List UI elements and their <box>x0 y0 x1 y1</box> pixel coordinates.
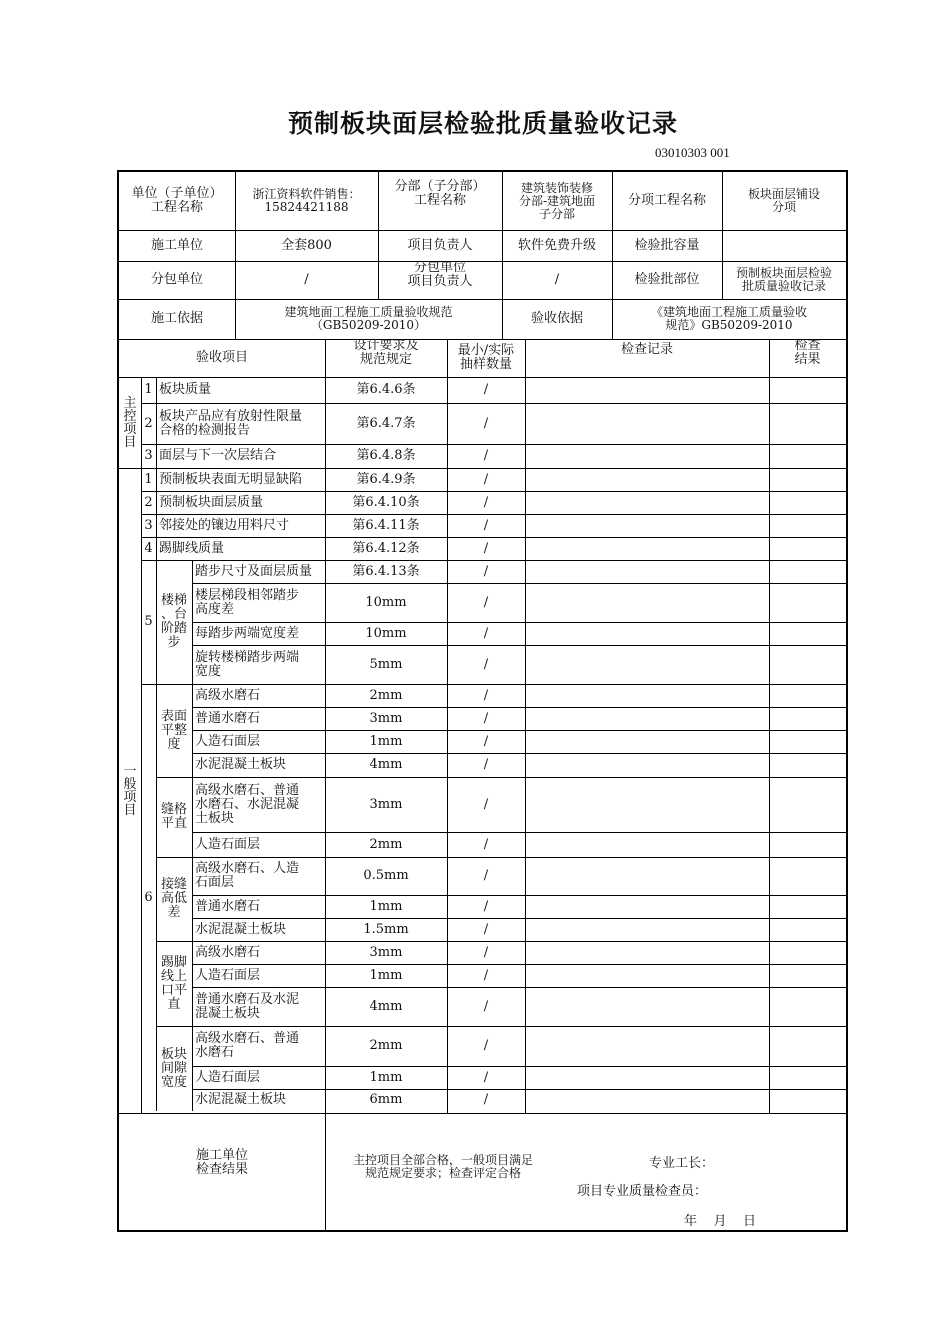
col-result-header: 检查 结果 <box>794 339 821 367</box>
general-item-name-3: 踢脚线质量 <box>159 540 225 556</box>
foreman-signature: 专业工长： <box>649 1156 715 1171</box>
col-divider <box>156 468 157 560</box>
footer-conclusion: 主控项目全部合格，一般项目满足 规范规定要求；检查评定合格 <box>352 1153 533 1180</box>
dev-g0-row-name-0: 高级水磨石 <box>195 687 261 703</box>
dev-g3-row-record-1[interactable] <box>525 964 769 987</box>
general-item-sample-1: / <box>483 494 489 510</box>
item5-no: 5 <box>144 614 153 629</box>
general-item-design-0: 第6.4.9条 <box>356 471 416 487</box>
dev-g2-row-result-0[interactable] <box>769 857 846 895</box>
subitem-value: 板块面层铺设 分项 <box>747 187 820 214</box>
dev-g2-row-record-1[interactable] <box>525 895 769 918</box>
dev-g3-row-sample-1: / <box>483 967 489 983</box>
stair-row-result-1[interactable] <box>769 583 846 622</box>
dev-g4-row-design-0: 2mm <box>369 1038 403 1053</box>
stair-row-result-3[interactable] <box>769 645 846 684</box>
dev-g0-row-result-1[interactable] <box>769 707 846 730</box>
dev-g3-row-sample-2: / <box>483 998 489 1014</box>
general-item-name-2: 邻接处的镶边用料尺寸 <box>159 517 290 533</box>
dev-g2-row-name-2: 水泥混凝土板块 <box>195 921 287 937</box>
dev-g3-row-result-1[interactable] <box>769 964 846 987</box>
dev-g1-row-result-0[interactable] <box>769 777 846 832</box>
dev-g4-row-name-0: 高级水磨石、普通 水磨石 <box>195 1031 300 1060</box>
general-item-sample-2: / <box>483 517 489 533</box>
dev-g0-row-sample-2: / <box>483 733 489 749</box>
dev-g3-row-result-0[interactable] <box>769 941 846 964</box>
sub-pm-value: / <box>554 272 560 287</box>
general-item-no-2: 3 <box>144 517 153 533</box>
dev-g2-row-name-1: 普通水磨石 <box>195 898 261 914</box>
general-item-no-0: 1 <box>144 471 153 487</box>
main-item-record-0[interactable] <box>525 377 769 403</box>
dev-g4-row-sample-1: / <box>483 1069 489 1085</box>
dev-g3-row-name-1: 人造石面层 <box>195 967 261 983</box>
dev-g0-row-record-0[interactable] <box>525 684 769 707</box>
general-item-no-3: 4 <box>144 540 153 556</box>
main-item-result-0[interactable] <box>769 377 846 403</box>
part-label: 检验批部位 <box>634 272 700 287</box>
general-item-no-1: 2 <box>144 494 153 510</box>
main-item-no-2: 3 <box>144 448 153 463</box>
main-item-sample-0: / <box>483 382 489 397</box>
dev-g2-row-record-2[interactable] <box>525 918 769 941</box>
dev-g3-row-name-0: 高级水磨石 <box>195 944 261 960</box>
stair-row-record-1[interactable] <box>525 583 769 622</box>
dev-g0-row-result-0[interactable] <box>769 684 846 707</box>
stair-row-record-2[interactable] <box>525 622 769 645</box>
dev-g4-row-name-1: 人造石面层 <box>195 1069 261 1085</box>
unit-name-value: 浙江资料软件销售： 15824421188 <box>252 187 361 214</box>
main-item-sample-1: / <box>483 415 489 431</box>
general-item-result-3[interactable] <box>769 537 846 560</box>
dev-g0-row-record-3[interactable] <box>525 753 769 777</box>
item6-group-label-4: 板块 间隙 宽度 <box>160 1046 187 1090</box>
dev-g2-row-result-2[interactable] <box>769 918 846 941</box>
main-item-result-2[interactable] <box>769 444 846 468</box>
main-item-record-1[interactable] <box>525 403 769 444</box>
dev-g0-row-record-2[interactable] <box>525 730 769 753</box>
basis-value: 建筑地面工程施工质量验收规范 （GB50209-2010） <box>284 305 453 332</box>
general-item-result-1[interactable] <box>769 491 846 514</box>
general-item-design-3: 第6.4.12条 <box>352 540 420 556</box>
main-item-design-1: 第6.4.7条 <box>356 415 416 431</box>
general-item-result-0[interactable] <box>769 468 846 491</box>
dev-g3-row-design-0: 3mm <box>369 944 403 960</box>
dev-g4-row-result-2[interactable] <box>769 1089 846 1111</box>
capacity-value[interactable] <box>722 230 846 261</box>
capacity-label: 检验批容量 <box>634 237 700 253</box>
stair-row-design-1: 10mm <box>365 594 407 610</box>
stair-row-name-0: 踏步尺寸及面层质量 <box>195 563 313 579</box>
dev-g0-row-name-2: 人造石面层 <box>195 733 261 749</box>
main-item-record-2[interactable] <box>525 444 769 468</box>
dev-g2-row-sample-2: / <box>483 921 489 937</box>
general-item-record-0[interactable] <box>525 468 769 491</box>
subcontractor-label: 分包单位 <box>150 272 203 287</box>
subitem-label: 分项工程名称 <box>627 193 706 208</box>
general-item-name-1: 预制板块面层质量 <box>159 494 264 510</box>
item6-group-label-1: 缝格 平直 <box>160 802 187 831</box>
dev-g0-row-design-0: 2mm <box>369 687 403 703</box>
dev-g4-row-name-2: 水泥混凝土板块 <box>195 1092 287 1107</box>
dev-g0-row-sample-0: / <box>483 687 489 703</box>
accept-label: 验收依据 <box>530 311 583 326</box>
col-divider <box>192 684 193 1111</box>
sub-pm-label: 分包单位 项目负责人 <box>407 261 473 289</box>
main-item-design-0: 第6.4.6条 <box>356 382 416 397</box>
main-item-name-1: 板块产品应有放射性限量 合格的检测报告 <box>159 408 303 438</box>
inspector-signature: 项目专业质量检查员： <box>577 1184 708 1199</box>
general-item-record-2[interactable] <box>525 514 769 537</box>
stair-row-design-0: 第6.4.13条 <box>352 563 420 579</box>
dev-g1-row-name-1: 人造石面层 <box>195 836 261 852</box>
dev-g0-row-record-1[interactable] <box>525 707 769 730</box>
dev-g3-row-record-2[interactable] <box>525 987 769 1026</box>
footer-label: 施工单位 检查结果 <box>195 1148 248 1177</box>
dev-g4-row-result-1[interactable] <box>769 1066 846 1089</box>
contractor-label: 施工单位 <box>150 237 203 253</box>
col-item-header: 验收项目 <box>195 350 248 365</box>
dev-g2-row-design-0: 0.5mm <box>363 868 409 883</box>
dev-g0-row-sample-1: / <box>483 710 489 726</box>
col-record-header: 检查记录 <box>620 342 673 357</box>
accept-value: 《建筑地面工程施工质量验收 规范》GB50209-2010 <box>650 305 807 332</box>
inspection-table <box>117 170 848 1232</box>
pm-label: 项目负责人 <box>407 237 473 253</box>
general-item-result-2[interactable] <box>769 514 846 537</box>
dev-g1-row-sample-0: / <box>483 796 489 812</box>
dev-g3-row-record-0[interactable] <box>525 941 769 964</box>
item6-group-label-0: 表面 平整 度 <box>160 708 187 752</box>
col-sample-header: 最小/实际 抽样数量 <box>457 343 515 372</box>
dev-g0-row-result-2[interactable] <box>769 730 846 753</box>
stair-row-design-3: 5mm <box>369 656 403 672</box>
dev-g0-row-result-3[interactable] <box>769 753 846 777</box>
col-divider <box>192 560 193 684</box>
dev-g4-row-design-1: 1mm <box>369 1069 403 1085</box>
page-title: 预制板块面层检验批质量验收记录 <box>287 109 678 138</box>
stair-row-record-3[interactable] <box>525 645 769 684</box>
dev-g4-row-sample-2: / <box>483 1092 489 1107</box>
item6-group-label-3: 踢脚 线上 口平 直 <box>160 954 187 1012</box>
general-item-record-3[interactable] <box>525 537 769 560</box>
general-item-record-1[interactable] <box>525 491 769 514</box>
dev-g3-row-design-2: 4mm <box>369 998 403 1014</box>
dev-g1-row-result-1[interactable] <box>769 832 846 857</box>
dev-g0-row-sample-3: / <box>483 757 489 772</box>
col-divider <box>156 377 157 468</box>
contractor-value: 全套800 <box>281 237 332 253</box>
dev-g1-row-record-1[interactable] <box>525 832 769 857</box>
dev-g3-row-sample-0: / <box>483 944 489 960</box>
main-item-sample-2: / <box>483 448 489 463</box>
dev-g1-row-sample-1: / <box>483 836 489 852</box>
pm-value: 软件免费升级 <box>517 237 596 253</box>
dev-g2-row-sample-0: / <box>483 868 489 883</box>
dev-g0-row-design-1: 3mm <box>369 710 403 726</box>
item6-no: 6 <box>144 889 153 905</box>
stair-row-result-2[interactable] <box>769 622 846 645</box>
main-item-name-0: 板块质量 <box>159 382 212 397</box>
stair-row-sample-0: / <box>483 563 489 579</box>
dev-g0-row-name-1: 普通水磨石 <box>195 710 261 726</box>
item5-group-label: 楼梯 、台 阶踏 步 <box>160 593 187 650</box>
main-item-name-2: 面层与下一次层结合 <box>159 448 277 463</box>
general-item-sample-0: / <box>483 471 489 487</box>
part-value: 预制板块面层检验 批质量验收记录 <box>735 266 832 293</box>
dev-g2-row-record-0[interactable] <box>525 857 769 895</box>
general-item-sample-3: / <box>483 540 489 556</box>
form-code: 03010303 001 <box>655 145 730 160</box>
division-label: 分部（子分部） 工程名称 <box>394 179 486 208</box>
unit-name-label: 单位（子单位） 工程名称 <box>131 186 223 215</box>
dev-g2-row-name-0: 高级水磨石、人造 石面层 <box>195 861 300 890</box>
footer-date: 年 月 日 <box>684 1214 757 1229</box>
main-group-label: 主 控 项 目 <box>123 395 137 450</box>
dev-g2-row-sample-1: / <box>483 898 489 914</box>
dev-g4-row-record-1[interactable] <box>525 1066 769 1089</box>
division-value: 建筑装饰装修 分部-建筑地面 子分部 <box>518 180 596 221</box>
stair-row-result-0[interactable] <box>769 560 846 583</box>
dev-g2-row-result-1[interactable] <box>769 895 846 918</box>
stair-row-name-3: 旋转楼梯踏步两端 宽度 <box>195 649 300 679</box>
dev-g0-row-design-3: 4mm <box>369 757 403 772</box>
dev-g2-row-design-2: 1.5mm <box>363 921 409 937</box>
dev-g4-row-record-0[interactable] <box>525 1026 769 1066</box>
dev-g4-row-sample-0: / <box>483 1038 489 1053</box>
dev-g1-row-design-0: 3mm <box>369 796 403 812</box>
general-group-label: 一 般 项 目 <box>123 763 137 818</box>
col-divider <box>156 684 157 1111</box>
item6-group-label-2: 接缝 高低 差 <box>160 877 187 920</box>
main-item-no-1: 2 <box>144 415 153 431</box>
dev-g3-row-name-2: 普通水磨石及水泥 混凝土板块 <box>195 991 300 1021</box>
main-item-design-2: 第6.4.8条 <box>356 448 416 463</box>
dev-g0-row-name-3: 水泥混凝土板块 <box>195 757 287 772</box>
dev-g4-row-result-0[interactable] <box>769 1026 846 1066</box>
stair-row-record-0[interactable] <box>525 560 769 583</box>
stair-row-sample-3: / <box>483 656 489 672</box>
main-item-result-1[interactable] <box>769 403 846 444</box>
stair-row-name-1: 楼层梯段相邻踏步 高度差 <box>195 587 300 617</box>
subcontractor-value: / <box>304 272 309 287</box>
col-divider <box>141 377 142 468</box>
general-item-name-0: 预制板块表面无明显缺陷 <box>159 471 303 487</box>
basis-label: 施工依据 <box>150 311 203 326</box>
dev-g4-row-design-2: 6mm <box>369 1092 403 1107</box>
main-item-no-0: 1 <box>144 382 153 397</box>
general-item-design-1: 第6.4.10条 <box>352 494 420 510</box>
dev-g0-row-design-2: 1mm <box>369 733 403 749</box>
stair-row-name-2: 每踏步两端宽度差 <box>195 625 300 641</box>
stair-row-sample-1: / <box>483 594 489 610</box>
dev-g2-row-design-1: 1mm <box>369 898 403 914</box>
dev-g1-row-record-0[interactable] <box>525 777 769 832</box>
col-design-header: 设计要求及 规范规定 <box>353 339 419 367</box>
general-item-design-2: 第6.4.11条 <box>352 517 420 533</box>
stair-row-design-2: 10mm <box>365 625 407 641</box>
stair-row-sample-2: / <box>483 625 489 641</box>
dev-g3-row-design-1: 1mm <box>369 967 403 983</box>
dev-g1-row-design-1: 2mm <box>369 836 403 852</box>
dev-g3-row-result-2[interactable] <box>769 987 846 1026</box>
col-divider <box>156 560 157 684</box>
dev-g1-row-name-0: 高级水磨石、普通 水磨石、水泥混凝 土板块 <box>195 782 300 826</box>
dev-g4-row-record-2[interactable] <box>525 1089 769 1111</box>
